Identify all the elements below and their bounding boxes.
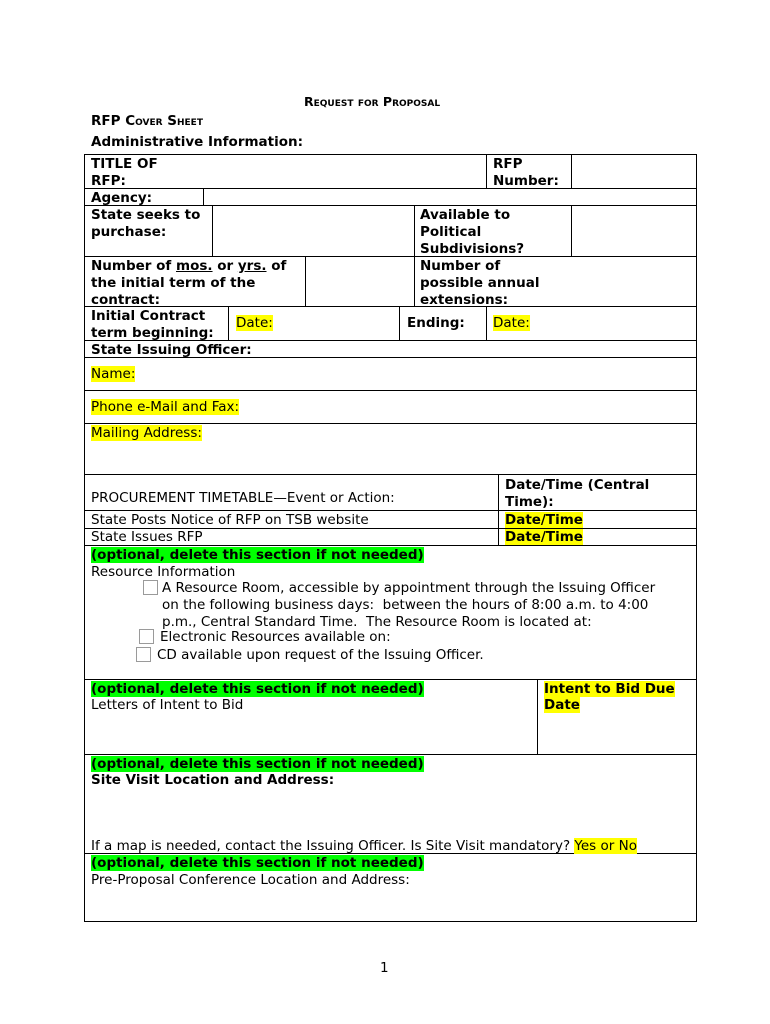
timetable-event: State Issues RFP bbox=[91, 529, 203, 545]
resource-room-text: A Resource Room, accessible by appointment through the Issuing Officer on the following business days: between the hours of 8:00 a.m. to 4:00 p.m., Central Standard Time. The Resource Room is located at: bbox=[162, 580, 656, 630]
page-number: 1 bbox=[380, 960, 389, 976]
resource-optional-note: (optional, delete this section if not needed) bbox=[91, 547, 424, 563]
timetable-event: State Posts Notice of RFP on TSB website bbox=[91, 512, 369, 528]
rfp-number-field[interactable] bbox=[573, 156, 693, 186]
intent-label: Letters of Intent to Bid bbox=[91, 697, 244, 713]
resource-heading: Resource Information bbox=[91, 564, 236, 580]
officer-mailing-field[interactable]: Mailing Address: bbox=[91, 425, 202, 441]
site-visit-optional-note: (optional, delete this section if not needed) bbox=[91, 756, 424, 772]
available-label: Available to Political Subdivisions? bbox=[420, 207, 525, 257]
electronic-resources-checkbox[interactable] bbox=[139, 629, 154, 644]
site-visit-heading: Site Visit Location and Address: bbox=[91, 772, 335, 788]
site-visit-mandatory-field[interactable]: Yes or No bbox=[574, 838, 637, 854]
intent-due-date-field[interactable]: Intent to Bid Due Date bbox=[544, 681, 675, 713]
electronic-resources-text: Electronic Resources available on: bbox=[160, 629, 391, 645]
issuing-officer-label: State Issuing Officer: bbox=[91, 342, 252, 358]
initial-contract-label: Initial Contract term beginning: bbox=[91, 308, 214, 341]
end-date-field[interactable]: Date: bbox=[493, 315, 530, 331]
agency-label: Agency: bbox=[91, 190, 153, 206]
pre-proposal-optional-note: (optional, delete this section if not needed) bbox=[91, 855, 424, 871]
cd-text: CD available upon request of the Issuing Officer. bbox=[157, 647, 484, 663]
officer-contact-field[interactable]: Phone e-Mail and Fax: bbox=[91, 399, 240, 415]
intent-optional-note: (optional, delete this section if not needed) bbox=[91, 681, 424, 697]
rfp-number-label: RFP Number: bbox=[493, 156, 559, 189]
pre-proposal-label: Pre-Proposal Conference Location and Address: bbox=[91, 872, 410, 888]
document-title: Request for Proposal bbox=[304, 94, 441, 109]
state-seeks-label: State seeks to purchase: bbox=[91, 207, 201, 240]
cover-sheet-heading: RFP Cover Sheet bbox=[91, 113, 203, 129]
extensions-field[interactable] bbox=[573, 258, 693, 304]
title-of-rfp-label: TITLE OF RFP: bbox=[91, 156, 158, 189]
initial-term-field[interactable] bbox=[307, 258, 412, 304]
officer-name-field[interactable]: Name: bbox=[91, 366, 136, 382]
timetable-header: PROCUREMENT TIMETABLE—Event or Action: bbox=[91, 490, 395, 506]
start-date-field[interactable]: Date: bbox=[236, 315, 273, 331]
timetable-date-field[interactable]: Date/Time bbox=[505, 529, 583, 545]
timetable-datetime-header: Date/Time (Central Time): bbox=[505, 477, 650, 510]
admin-info-heading: Administrative Information: bbox=[91, 134, 304, 150]
title-of-rfp-field[interactable] bbox=[150, 156, 480, 186]
state-seeks-field[interactable] bbox=[214, 207, 412, 254]
initial-term-label: Number of mos. or yrs. of the initial term of the contract: bbox=[91, 258, 287, 308]
agency-field[interactable] bbox=[205, 190, 693, 204]
resource-room-checkbox[interactable] bbox=[143, 580, 158, 595]
ending-label: Ending: bbox=[407, 315, 465, 331]
extensions-label: Number of possible annual extensions: bbox=[420, 258, 540, 308]
cd-checkbox[interactable] bbox=[136, 647, 151, 662]
timetable-date-field[interactable]: Date/Time bbox=[505, 512, 583, 528]
available-field[interactable] bbox=[573, 207, 693, 254]
site-visit-note: If a map is needed, contact the Issuing Officer. Is Site Visit mandatory? bbox=[91, 838, 575, 854]
